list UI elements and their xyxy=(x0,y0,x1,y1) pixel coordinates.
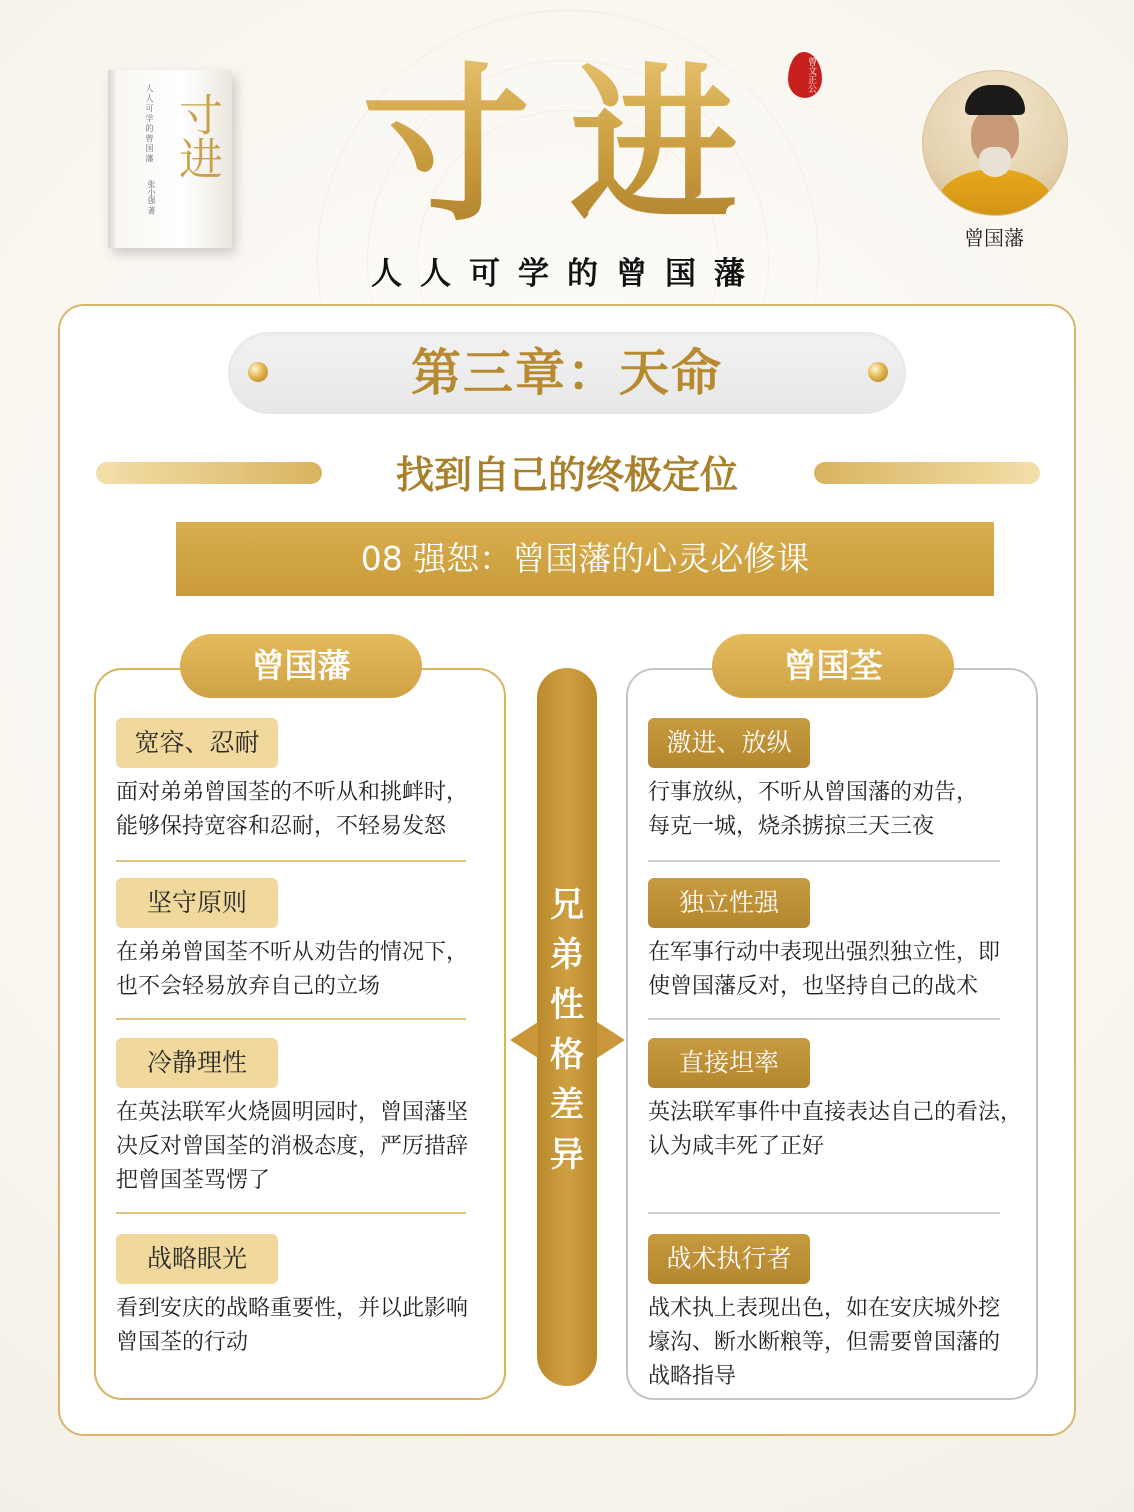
seal-stamp: 曾文正公 xyxy=(788,52,822,98)
right-column-title: 曾国荃 xyxy=(712,634,954,698)
trait-tag: 战略眼光 xyxy=(116,1234,278,1284)
trait-tag: 直接坦率 xyxy=(648,1038,810,1088)
trait-description: 在弟弟曾国荃不听从劝告的情况下， 也不会轻易放弃自己的立场 xyxy=(116,940,469,999)
trait-description: 看到安庆的战略重要性，并以此影响 曾国荃的行动 xyxy=(116,1296,469,1355)
trait-description: 行事放纵，不听从曾国藩的劝告， 每克一城，烧杀掳掠三天三夜 xyxy=(648,780,979,839)
divider xyxy=(648,1018,1000,1020)
portrait-image xyxy=(922,70,1068,216)
trait-description: 在军事行动中表现出强烈独立性，即 使曾国藩反对，也坚持自己的战术 xyxy=(648,940,1001,999)
book-cover xyxy=(108,70,232,248)
main-title: 寸进 xyxy=(340,40,800,260)
trait-tag: 宽容、忍耐 xyxy=(116,718,278,768)
arrow-right-icon xyxy=(597,1022,625,1058)
decor-bar-left xyxy=(96,462,322,484)
lesson-banner: 08 强恕：曾国藩的心灵必修课 xyxy=(176,522,994,596)
center-label: 兄弟性格差异 xyxy=(550,885,584,1175)
trait-tag: 冷静理性 xyxy=(116,1038,278,1088)
divider xyxy=(648,1212,1000,1214)
trait-tag: 坚守原则 xyxy=(116,878,278,928)
divider xyxy=(116,1018,466,1020)
portrait-label: 曾国藩 xyxy=(964,226,1024,250)
divider xyxy=(648,860,1000,862)
trait-description: 在英法联军火烧圆明园时，曾国藩坚 决反对曾国荃的消极态度，严厉措辞 把曾国荃骂愣了 xyxy=(116,1100,469,1193)
subtitle: 人人可学的曾国藩 xyxy=(371,256,763,292)
divider xyxy=(116,860,466,862)
portrait-hat xyxy=(965,85,1025,115)
trait-description: 英法联军事件中直接表达自己的看法， 认为咸丰死了正好 xyxy=(648,1100,1023,1159)
book-subtitle: 人人可学的曾国藩 xyxy=(145,84,154,164)
portrait-beard xyxy=(979,147,1011,177)
trait-description: 战术执上表现出色，如在安庆城外挖 壕沟、断水断粮等，但需要曾国藩的 战略指导 xyxy=(648,1296,1001,1389)
left-column-title: 曾国藩 xyxy=(180,634,422,698)
decor-bar-right xyxy=(814,462,1040,484)
book-author: 张小强 著 xyxy=(147,180,156,215)
trait-tag: 激进、放纵 xyxy=(648,718,810,768)
trait-description: 面对弟弟曾国荃的不听从和挑衅时， 能够保持宽容和忍耐，不轻易发怒 xyxy=(116,780,469,839)
arrow-left-icon xyxy=(510,1022,538,1058)
book-spine xyxy=(108,70,116,248)
section-title: 找到自己的终极定位 xyxy=(395,453,738,497)
trait-tag: 战术执行者 xyxy=(648,1234,810,1284)
chapter-title: 第三章：天命 xyxy=(411,344,723,402)
book-title: 寸进 xyxy=(171,92,222,180)
divider xyxy=(116,1212,466,1214)
trait-tag: 独立性强 xyxy=(648,878,810,928)
